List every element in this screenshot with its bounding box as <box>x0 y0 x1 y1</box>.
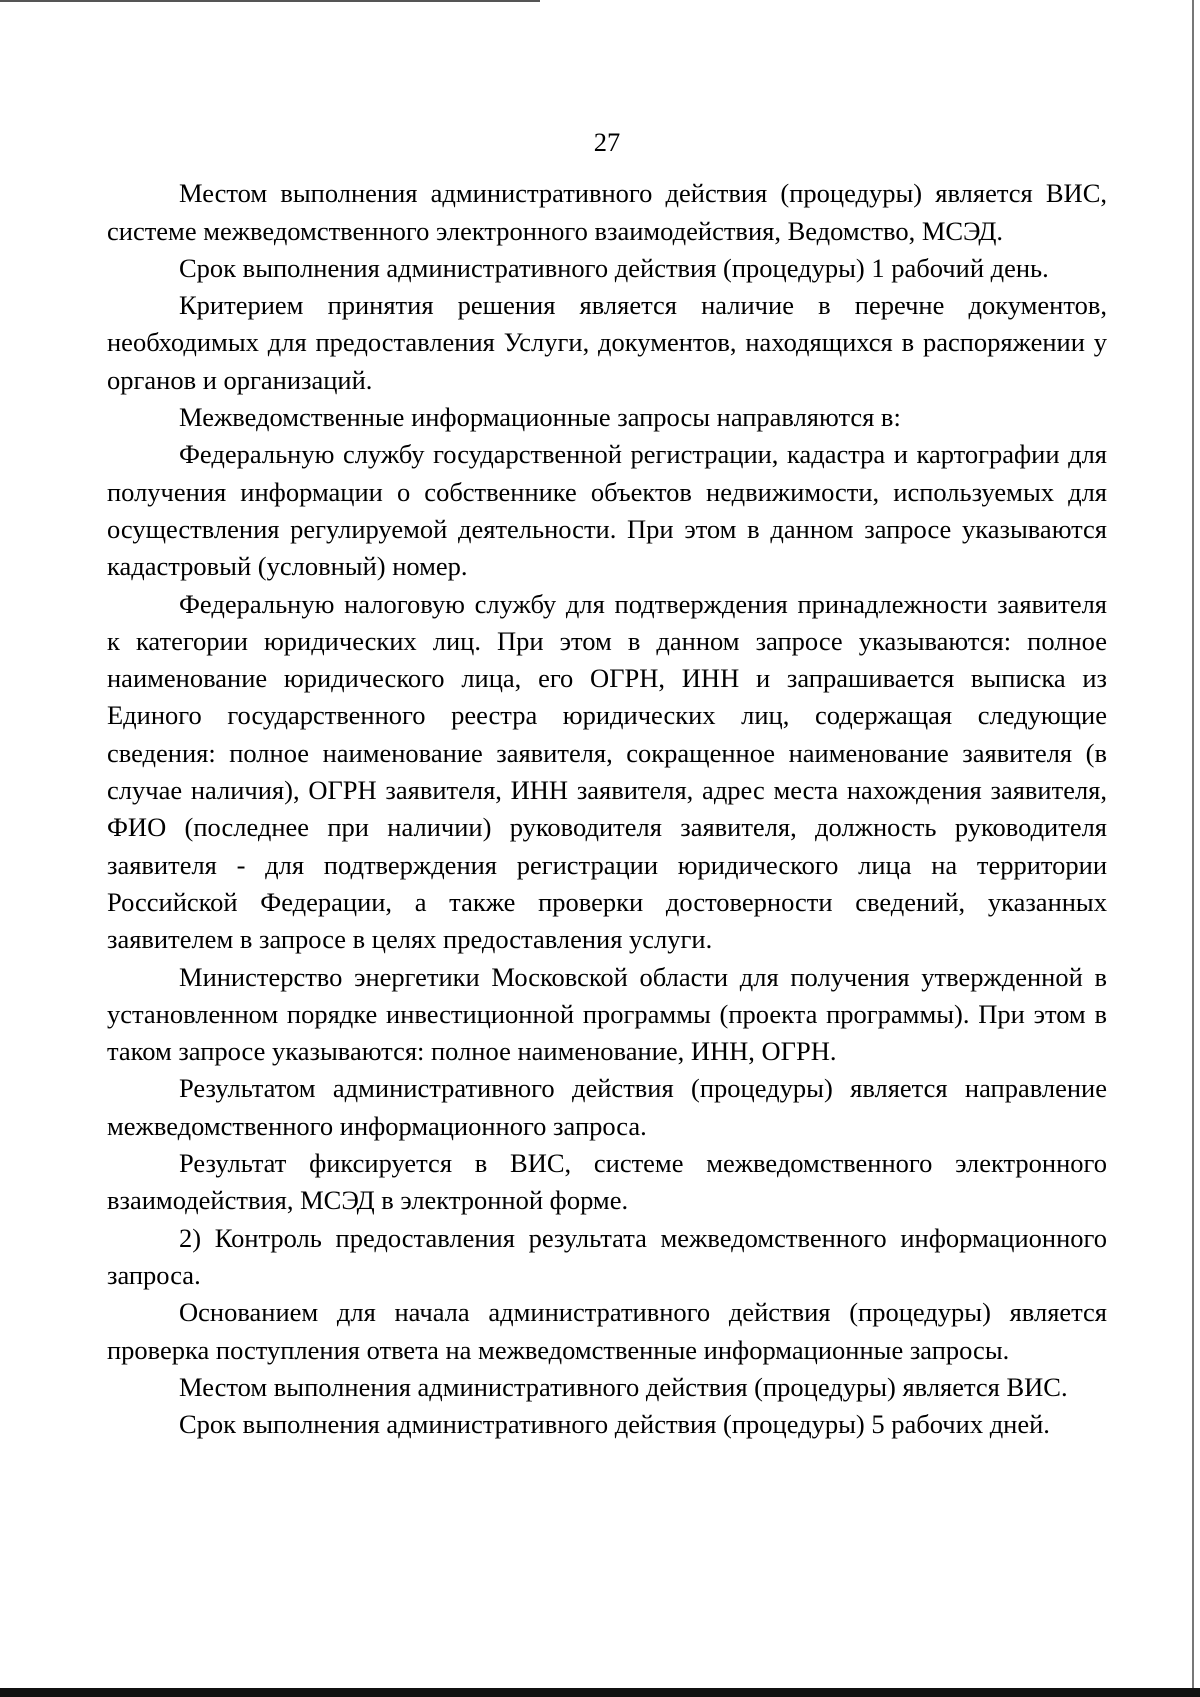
paragraph-term-1-day: Срок выполнения административного действия (процедуры) 1 рабочий день. <box>179 252 1049 283</box>
paragraph-term-5-days: Срок выполнения административного действия (процедуры) 5 рабочих дней. <box>179 1409 1050 1440</box>
paragraph-result: Результатом административного действия (процедуры) является направление межведомственного информационного запроса. <box>107 1073 1107 1141</box>
scan-edge-bottom <box>0 1688 1200 1697</box>
paragraph-requests-sent-to: Межведомственные информационные запросы направляются в: <box>179 402 901 433</box>
scan-edge-top <box>0 0 540 2</box>
paragraph-energy-ministry: Министерство энергетики Московской области для получения утвержденной в установленном порядке инвестиционной программы (проекта программы). При этом в таком запросе указываются: полное наименование, ИНН, ОГРН. <box>107 961 1107 1067</box>
paragraph-rosreestr: Федеральную службу государственной регистрации, кадастра и картографии для получения информации о собственнике объектов недвижимости, используемых для осуществления регулируемой деятельности. При этом в данном запросе указываются кадастровый (условный) номер. <box>107 439 1107 582</box>
page-number: 27 <box>593 127 621 157</box>
paragraph-result-recorded: Результат фиксируется в ВИС, системе межведомственного электронного взаимодействия, МСЭД в электронной форме. <box>107 1148 1107 1216</box>
paragraph-control-heading: 2) Контроль предоставления результата межведомственного информационного запроса. <box>107 1222 1107 1290</box>
paragraph-place-of-execution: Местом выполнения административного действия (процедуры) является ВИС, системе межведомственного электронного взаимодействия, Ведомство, МСЭД. <box>107 178 1107 246</box>
paragraph-decision-criterion: Критерием принятия решения является наличие в перечне документов, необходимых для предоставления Услуги, документов, находящихся в распоряжении у органов и организаций. <box>107 290 1107 395</box>
paragraph-place-vis: Местом выполнения административного действия (процедуры) является ВИС. <box>179 1371 1068 1402</box>
scan-edge-right <box>1192 0 1194 1697</box>
document-page <box>107 124 1107 1443</box>
paragraph-grounds: Основанием для начала административного действия (процедуры) является проверка поступления ответа на межведомственные информационные запросы. <box>107 1297 1107 1365</box>
paragraph-tax-service: Федеральную налоговую службу для подтверждения принадлежности заявителя к категории юридических лиц. При этом в данном запросе указываются: полное наименование юридического лица, его ОГРН, ИНН и запрашивается выписка из Единого государственного реестра юридических лиц, содержащая следующие сведения: полное наименование заявителя, сокращенное наименование заявителя (в случае наличия), ОГРН заявителя, ИНН заявителя, адрес места нахождения заявителя, ФИО (последнее при наличии) руководителя заявителя, должность руководителя заявителя - для подтверждения регистрации юридического лица на территории Российской Федерации, а также проверки достоверности сведений, указанных заявителем в запросе в целях предоставления услуги. <box>107 588 1107 955</box>
